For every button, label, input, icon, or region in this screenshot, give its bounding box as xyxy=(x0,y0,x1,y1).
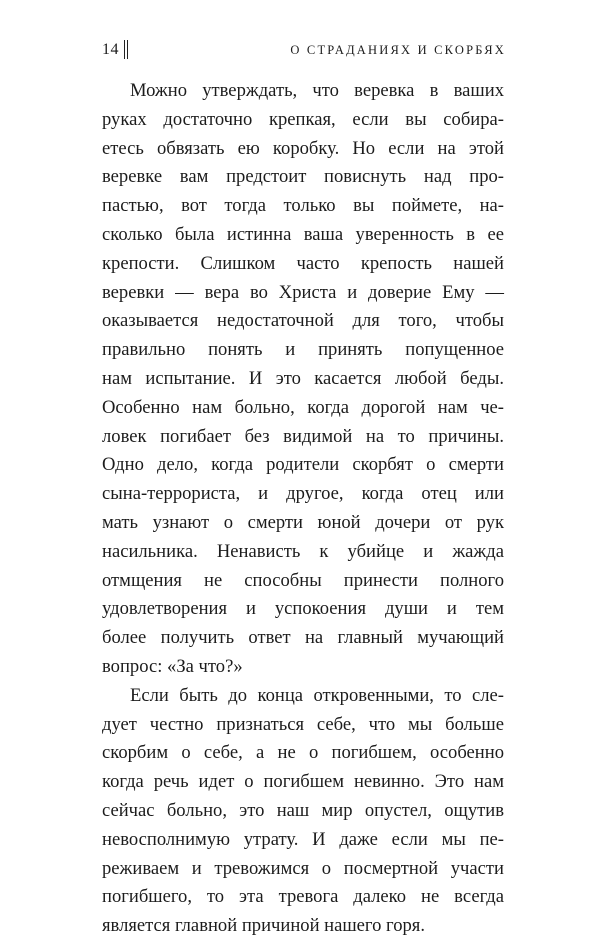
text-line: правильно понять и принять попущенное xyxy=(102,339,504,361)
page-number: 14 xyxy=(102,41,119,58)
text-line: отмщения не способны принести полного xyxy=(102,569,504,591)
paragraph xyxy=(102,77,504,682)
text-line: ловек погибает без видимой на то причины. xyxy=(102,425,504,447)
text-line: скорбим о себе, а не о погибшем, особенно xyxy=(102,742,504,764)
text-line: сына-террориста, и другое, когда отец или xyxy=(102,483,504,505)
header-divider xyxy=(124,40,128,59)
text-line: дует честно признаться себе, что мы больше xyxy=(102,713,504,735)
text-line: Если быть до конца откровенными, то сле- xyxy=(130,684,504,706)
text-line: оказывается недостаточной для того, чтобы xyxy=(102,310,504,332)
text-line: крепости. Слишком часто крепость нашей xyxy=(102,252,504,274)
text-line: веревке вам предстоит повиснуть над про- xyxy=(102,166,504,188)
text-line: вопрос: «За что?» xyxy=(102,655,243,677)
text-line: руках достаточно крепкая, если вы собира- xyxy=(102,108,504,130)
chapter-title: О СТРАДАНИЯХ И СКОРБЯХ xyxy=(290,43,506,57)
text-line: нам испытание. И это касается любой беды. xyxy=(102,367,504,389)
text-line: Особенно нам больно, когда дорогой нам че- xyxy=(102,396,504,418)
text-line: сейчас больно, это наш мир опустел, ощутив xyxy=(102,799,504,821)
paragraph xyxy=(102,682,504,941)
text-line: насильника. Ненависть к убийце и жажда xyxy=(102,540,504,562)
running-head xyxy=(102,37,506,63)
text-line: когда речь идет о погибшем невинно. Это нам xyxy=(102,771,504,793)
text-line: более получить ответ на главный мучающий xyxy=(102,627,504,649)
text-line: сколько была истинна ваша уверенность в ее xyxy=(102,223,504,245)
text-line: мать узнают о смерти юной дочери от рук xyxy=(102,511,504,533)
text-line: реживаем и тревожимся о посмертной участи xyxy=(102,857,504,879)
text-line: Одно дело, когда родители скорбят о смерти xyxy=(102,454,504,476)
text-line: погибшего, то эта тревога далеко не всегда xyxy=(102,886,504,908)
text-line: етесь обвязать ею коробку. Но если на этой xyxy=(102,137,504,159)
text-line: удовлетворения и успокоения души и тем xyxy=(102,598,504,620)
text-line: пастью, вот тогда только вы поймете, на- xyxy=(102,195,504,217)
text-line: является главной причиной нашего горя. xyxy=(102,915,426,937)
text-line: веревки — вера во Христа и доверие Ему — xyxy=(102,281,504,303)
body-text xyxy=(102,77,504,941)
text-line: Можно утверждать, что веревка в ваших xyxy=(130,80,504,101)
text-line: невосполнимую утрату. И даже если мы пе- xyxy=(102,828,504,850)
